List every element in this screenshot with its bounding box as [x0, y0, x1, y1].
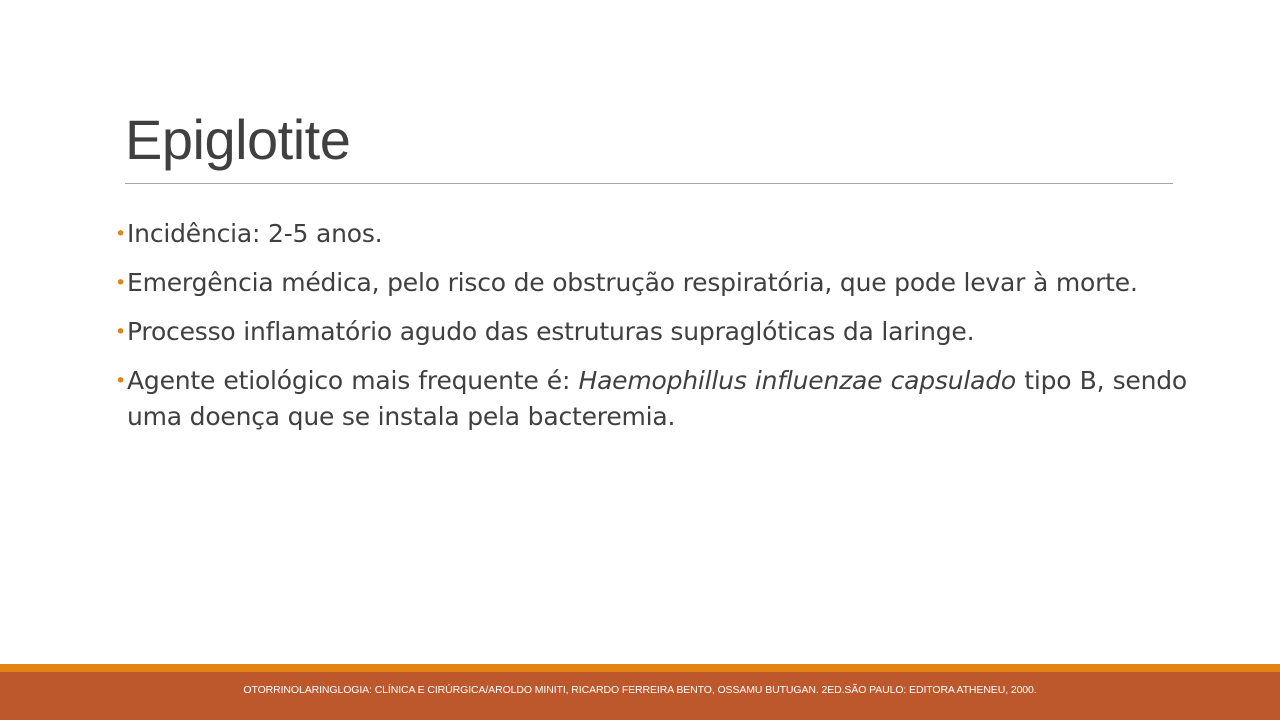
bullet-dot-icon: • [115, 272, 127, 294]
bullet-text-italic: Haemophillus influenzae capsulado [578, 366, 1017, 395]
bullet-text: Processo inflamatório agudo das estruturas supraglóticas da laringe. [127, 317, 975, 346]
bullet-item [115, 363, 1187, 435]
bullet-text: Emergência médica, pelo risco de obstrução respiratória, que pode levar à morte. [127, 268, 1138, 297]
bullet-item [115, 265, 1187, 301]
footer-accent-bar [0, 664, 1280, 672]
title-divider [125, 183, 1173, 184]
bullet-dot-icon: • [115, 370, 127, 392]
bullet-dot-icon: • [115, 321, 127, 343]
slide-title: Epiglotite [125, 108, 351, 171]
bullet-text: Agente etiológico mais frequente é: [127, 366, 579, 395]
footer-citation: OTORRINOLARINGLOGIA: CLÍNICA E CIRÚRGICA/AROLDO MINITI, RICARDO FERREIRA BENTO, OSSAMU BUTUGAN. 2ED.SÃO PAULO: EDITORA ATHENEU, 2000. [243, 684, 1037, 696]
bullet-text: tipo B, sendo uma doença que se instala pela bacteremia. [127, 366, 1188, 431]
bullet-list [115, 216, 1187, 435]
bullet-item [115, 314, 1187, 350]
bullet-dot-icon: • [115, 223, 127, 245]
bullet-text: Incidência: 2-5 anos. [127, 219, 383, 248]
bullet-item [115, 216, 1187, 252]
